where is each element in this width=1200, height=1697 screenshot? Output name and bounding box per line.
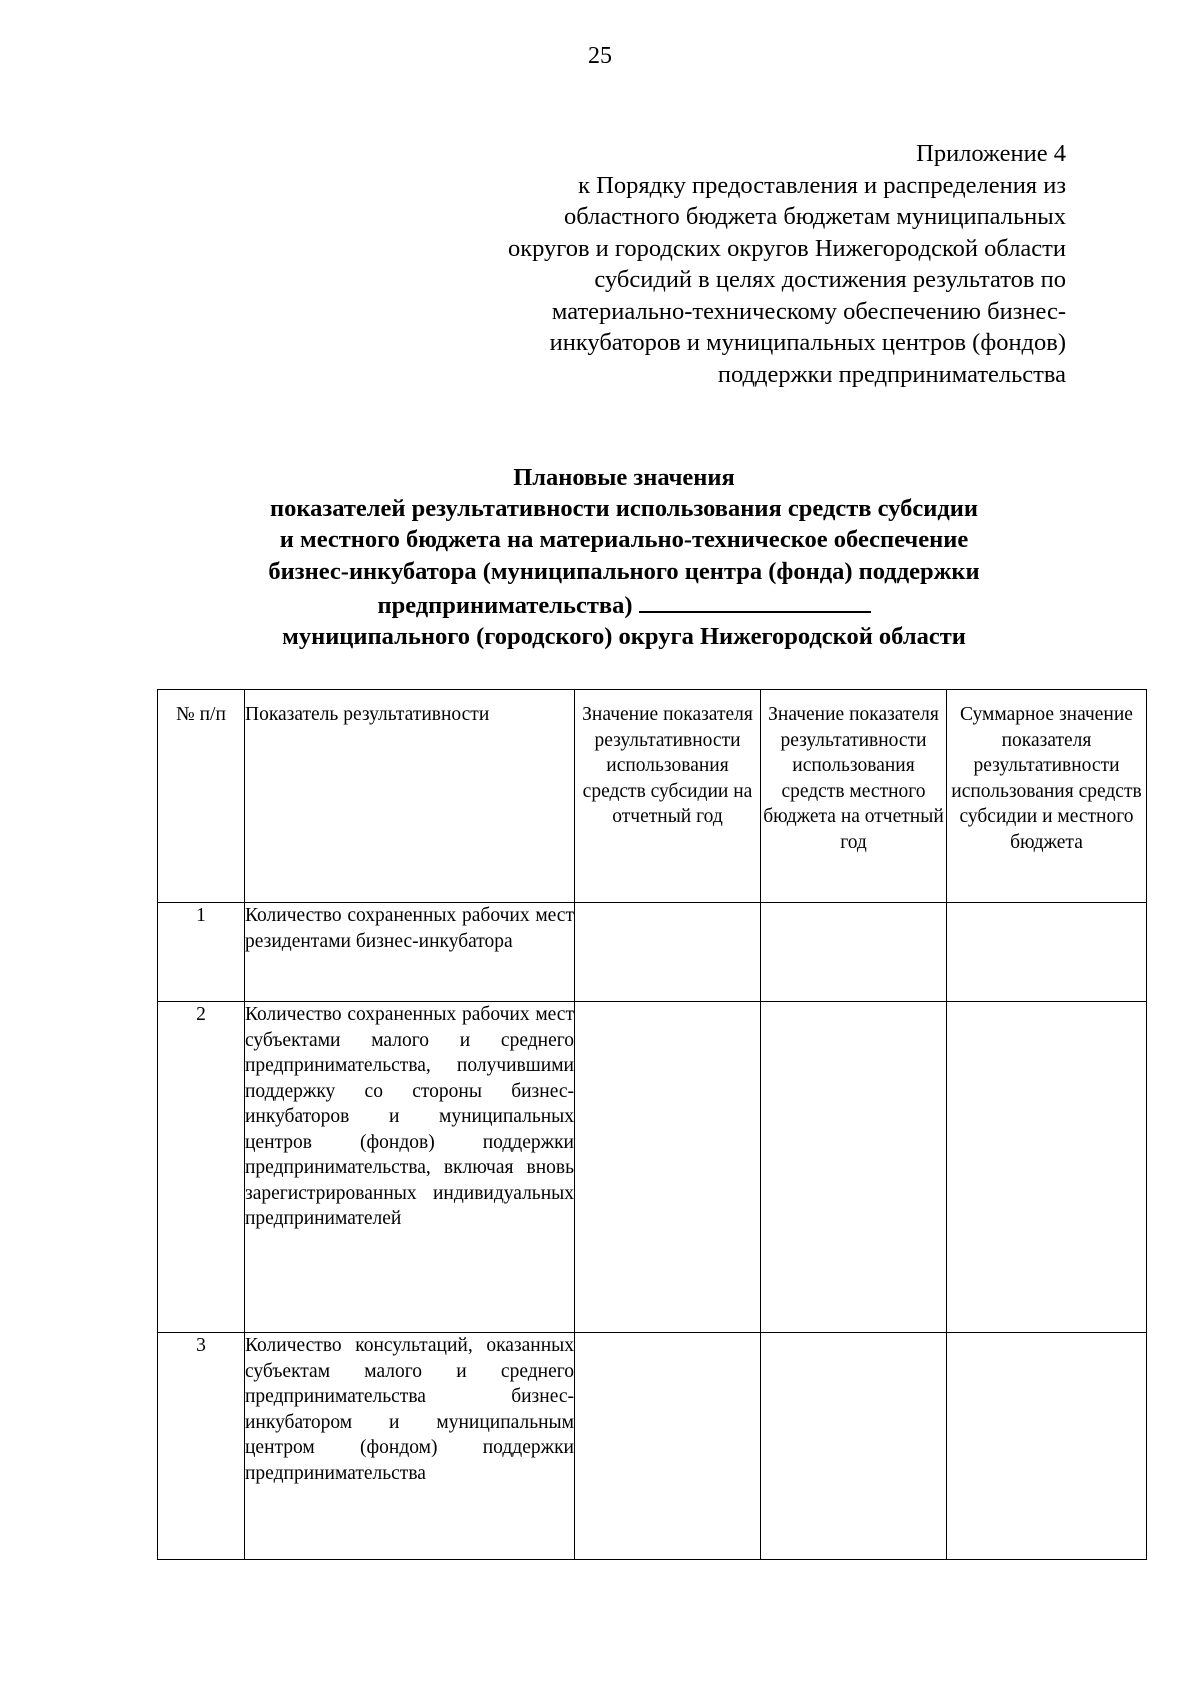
table-header-row bbox=[158, 690, 1147, 903]
appendix-line: материально-техническому обеспечению бизнес- bbox=[551, 297, 1066, 325]
appendix-line: поддержки предпринимательства bbox=[717, 360, 1066, 388]
table-row bbox=[158, 1333, 1147, 1560]
row-num: 3 bbox=[158, 1333, 245, 1560]
title-line: муниципального (городского) округа Нижегородской области bbox=[282, 623, 966, 651]
row-local-value[interactable] bbox=[761, 1333, 947, 1560]
appendix-line: субсидий в целях достижения результатов по bbox=[594, 266, 1066, 293]
title-line: Плановые значения bbox=[513, 464, 735, 491]
appendix-line: областного бюджета бюджетам муниципальных bbox=[563, 203, 1066, 230]
appendix-line: Приложение 4 bbox=[916, 140, 1066, 167]
header-total-value: Суммарное значение показателя результативности использования средств субсидии и местного бюджета bbox=[947, 690, 1147, 903]
appendix-line: инкубаторов и муниципальных центров (фондов) bbox=[549, 329, 1066, 356]
row-num: 2 bbox=[158, 1002, 245, 1333]
title-line-with-blank bbox=[0, 587, 1200, 621]
row-subsidy-value[interactable] bbox=[575, 1333, 761, 1560]
appendix-header bbox=[366, 138, 1066, 390]
appendix-line: к Порядку предоставления и распределения из bbox=[578, 171, 1066, 199]
appendix-line: округов и городских округов Нижегородской области bbox=[507, 234, 1066, 262]
title-line: и местного бюджета на материально-техническое обеспечение bbox=[279, 526, 969, 554]
row-indicator: Количество сохраненных рабочих мест субъектами малого и среднего предпринимательства, получившими поддержку со стороны бизнес-инкубаторов и муниципальных центров (фондов) поддержки предпринимательства, включая вновь зарегистрированных индивидуальных предпринимателей bbox=[245, 1002, 575, 1333]
document-title bbox=[0, 462, 1200, 652]
row-total-value[interactable] bbox=[947, 1333, 1147, 1560]
row-num: 1 bbox=[158, 903, 245, 1002]
row-subsidy-value[interactable] bbox=[575, 903, 761, 1002]
table-row bbox=[158, 903, 1147, 1002]
header-subsidy-value: Значение показателя результативности использования средств субсидии на отчетный год bbox=[575, 690, 761, 903]
header-indicator: Показатель результативности bbox=[245, 690, 575, 903]
fill-in-blank bbox=[639, 587, 871, 613]
page-number: 25 bbox=[588, 43, 612, 69]
header-num: № п/п bbox=[158, 690, 245, 903]
title-line: показателей результативности использования средств субсидии bbox=[270, 495, 978, 523]
indicators-table bbox=[157, 689, 1147, 1560]
title-line: бизнес-инкубатора (муниципального центра (фонда) поддержки bbox=[268, 557, 980, 585]
row-local-value[interactable] bbox=[761, 1002, 947, 1333]
row-indicator: Количество сохраненных рабочих мест резидентами бизнес-инкубатора bbox=[245, 903, 575, 1002]
title-line: предпринимательства) bbox=[377, 591, 633, 619]
row-subsidy-value[interactable] bbox=[575, 1002, 761, 1333]
table-row bbox=[158, 1002, 1147, 1333]
row-indicator: Количество консультаций, оказанных субъектам малого и среднего предпринимательства бизнес-инкубатором и муниципальным центром (фондом) поддержки предпринимательства bbox=[245, 1333, 575, 1560]
row-local-value[interactable] bbox=[761, 903, 947, 1002]
header-local-value: Значение показателя результативности использования средств местного бюджета на отчетный год bbox=[761, 690, 947, 903]
row-total-value[interactable] bbox=[947, 1002, 1147, 1333]
row-total-value[interactable] bbox=[947, 903, 1147, 1002]
